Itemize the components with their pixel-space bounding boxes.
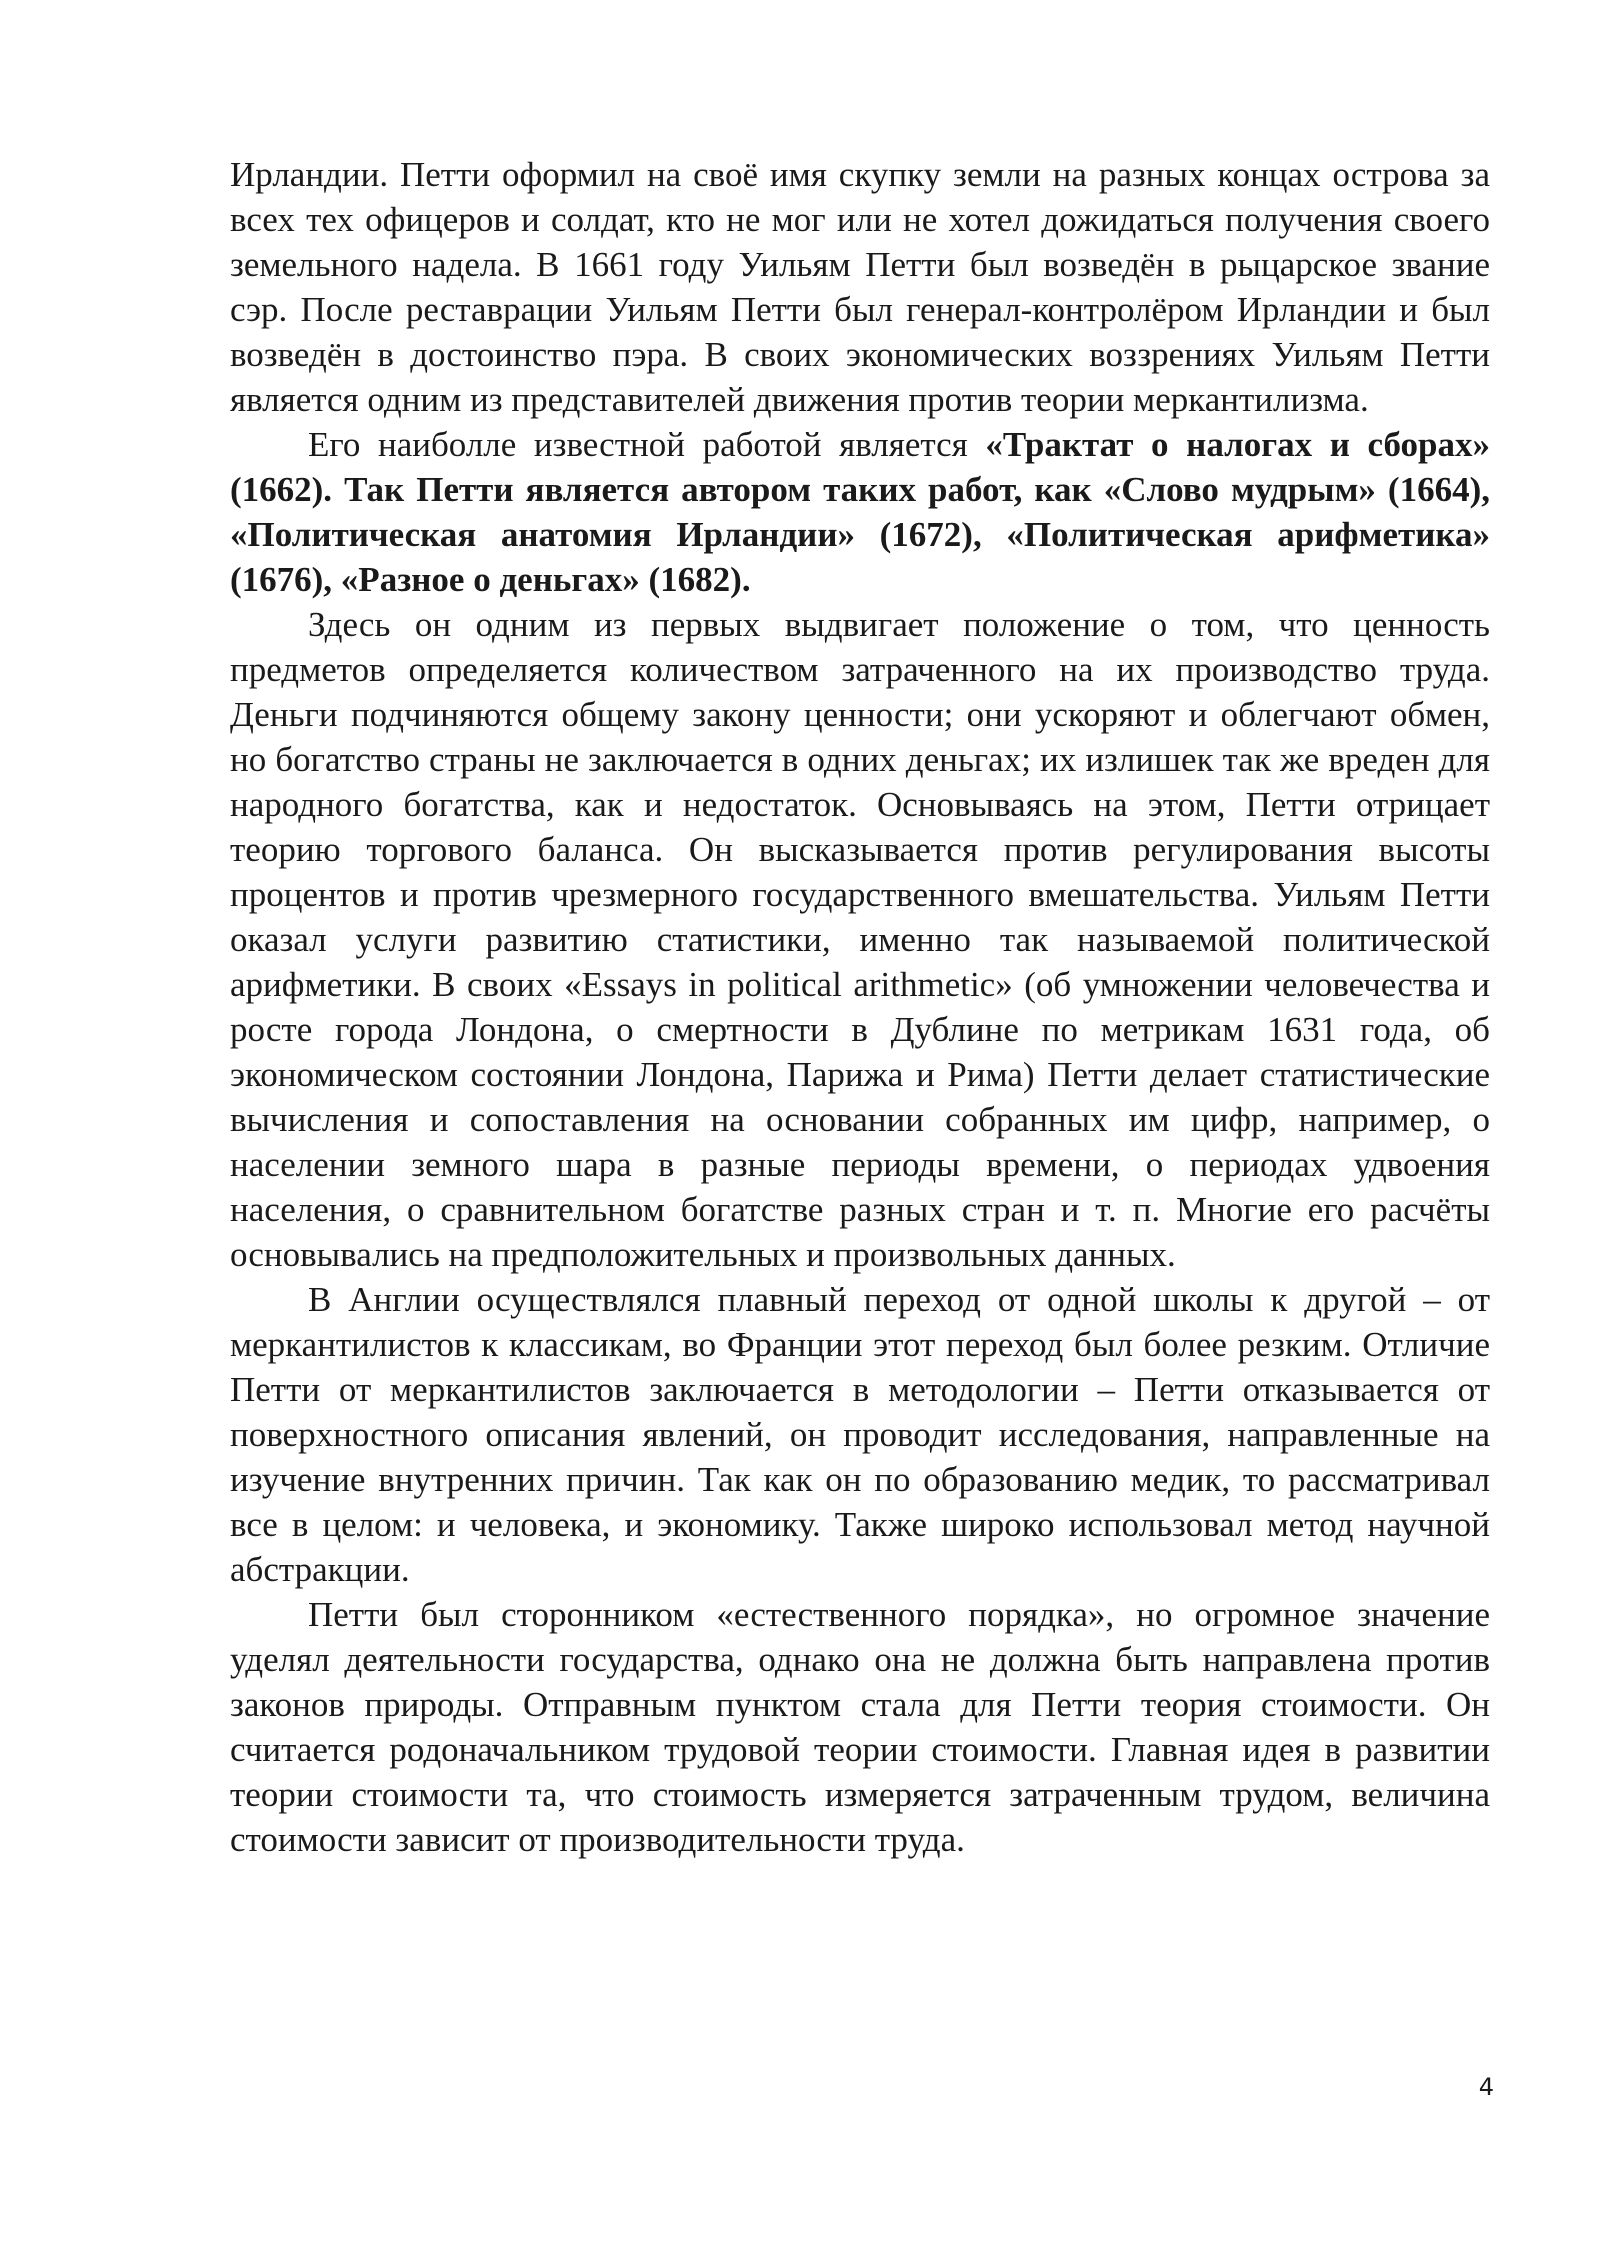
paragraph-2-text: Его наиболле известной работой является — [308, 425, 986, 464]
paragraph-1: Ирландии. Петти оформил на своё имя скупку земли на разных концах острова за всех тех офицеров и солдат, кто не мог или не хотел дожидаться получения своего земельного надела. В 1661 году Уильям Петти был возведён в рыцарское звание сэр. После реставрации Уильям Петти был генерал-контролёром Ирландии и был возведён в достоинство пэра. В своих экономических воззрениях Уильям Петти является одним из представителей движения против теории меркантилизма. — [230, 155, 1490, 419]
paragraph-5: Петти был сторонником «естественного порядка», но огромное значение уделял деятельности государства, однако она не должна быть направлена против законов природы. Отправным пунктом стала для Петти теория стоимости. Он считается родоначальником трудовой теории стоимости. Главная идея в развитии теории стоимости та, что стоимость измеряется затраченным трудом, величина стоимости зависит от производительности труда. — [230, 1595, 1490, 1859]
paragraph-2-bold-works: «Трактат о налогах и сборах» (1662). Так Петти является автором таких работ, как «Слово мудрым» (1664), «Политическая анатомия Ирландии» (1672), «Политическая арифметика» (1676), «Разное о деньгах» (1682). — [230, 425, 1491, 599]
paragraph-4: В Англии осуществлялся плавный переход от одной школы к другой – от меркантилистов к классикам, во Франции этот переход был более резким. Отличие Петти от меркантилистов заключается в методологии – Петти отказывается от поверхностного описания явлений, он проводит исследования, направленные на изучение внутренних причин. Так как он по образованию медик, то рассматривал все в целом: и человека, и экономику. Также широко использовал метод научной абстракции. — [230, 1280, 1490, 1589]
document-body — [230, 152, 1490, 1862]
page-number: 4 — [1478, 2073, 1494, 2101]
paragraph-2 — [230, 422, 1490, 602]
paragraph-3: Здесь он одним из первых выдвигает положение о том, что ценность предметов определяется количеством затраченного на их производство труда. Деньги подчиняются общему закону ценности; они ускоряют и облегчают обмен, но богатство страны не заключается в одних деньгах; их излишек так же вреден для народного богатства, как и недостаток. Основываясь на этом, Петти отрицает теорию торгового баланса. Он высказывается против регулирования высоты процентов и против чрезмерного государственного вмешательства. Уильям Петти оказал услуги развитию статистики, именно так называемой политической арифметики. В своих «Essays in political arithmetic» (об умножении человечества и росте города Лондона, о смертности в Дублине по метрикам 1631 года, об экономическом состоянии Лондона, Парижа и Рима) Петти делает статистические вычисления и сопоставления на основании собранных им цифр, например, о населении земного шара в разные периоды времени, о периодах удвоения населения, о сравнительном богатстве разных стран и т. п. Многие его расчёты основывались на предположительных и произвольных данных. — [230, 605, 1490, 1274]
